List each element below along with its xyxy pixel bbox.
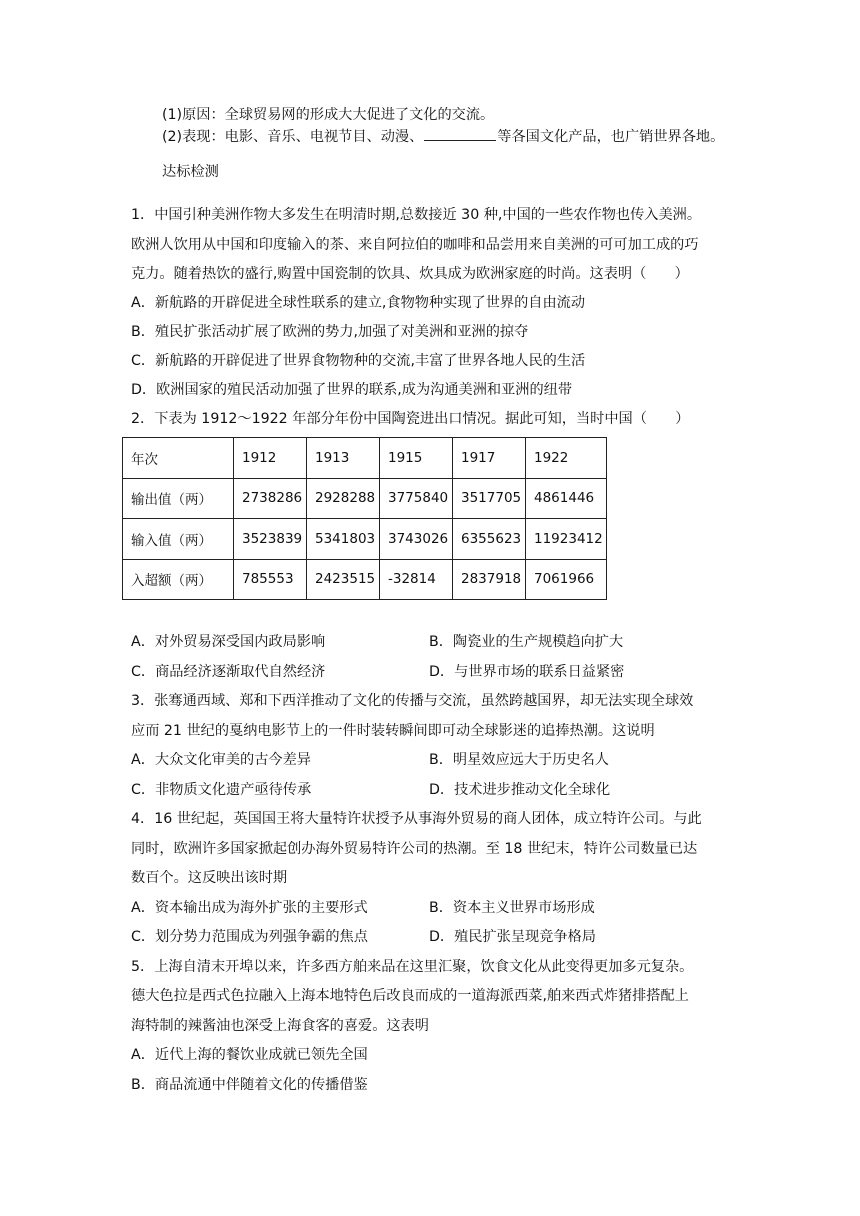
q5-stem-line-1: 5．上海自清末开埠以来，许多西方舶来品在这里汇聚，饮食文化从此变得更加多元复杂。 (131, 959, 694, 975)
q2-option-a: A．对外贸易深受国内政局影响 (131, 634, 326, 650)
q1-option-a: A．新航路的开辟促进全球性联系的建立,食物物种实现了世界的自由流动 (131, 295, 586, 311)
q5-stem-line-3: 海特制的辣酱油也深受上海食客的喜爱。这表明 (131, 1018, 429, 1034)
q1-stem-line-3: 克力。随着热饮的盛行,购置中国瓷制的饮具、炊具成为欧洲家庭的时尚。这表明（ ） (131, 266, 689, 282)
table-cell: 2738286 (234, 478, 307, 519)
q2-option-d: D．与世界市场的联系日益紧密 (429, 664, 625, 680)
table-cell: 2928288 (307, 478, 380, 519)
table-cell: 3743026 (380, 519, 453, 560)
table-cell: 1912 (234, 438, 307, 479)
table-cell: 输出值（两） (123, 478, 234, 519)
q3-option-b: B．明星效应远大于历史名人 (429, 752, 609, 768)
ceramics-trade-table (122, 437, 607, 600)
intro-reason: (1)原因：全球贸易网的形成大大促进了文化的交流。 (162, 107, 495, 123)
q1-option-c: C．新航路的开辟促进了世界食物物种的交流,丰富了世界各地人民的生活 (131, 353, 586, 369)
table-row (123, 478, 607, 519)
q2-option-b: B．陶瓷业的生产规模趋向扩大 (429, 634, 624, 650)
q3-option-d: D．技术进步推动文化全球化 (429, 782, 611, 798)
q4-option-d: D．殖民扩张呈现竞争格局 (429, 929, 596, 945)
q4-option-b: B．资本主义世界市场形成 (429, 900, 595, 916)
q3-option-a: A．大众文化审美的古今差异 (131, 752, 311, 768)
table-cell: 5341803 (307, 519, 380, 560)
table-cell: 2837918 (453, 559, 526, 600)
table-cell: 3775840 (380, 478, 453, 519)
table-cell: 2423515 (307, 559, 380, 600)
q2-stem: 2．下表为 1912～1922 年部分年份中国陶瓷进出口情况。据此可知，当时中国（ ） (131, 411, 690, 427)
q3-stem-line-1: 3．张骞通西域、郑和下西洋推动了文化的传播与交流，虽然跨越国界，却无法实现全球效 (131, 693, 694, 709)
q5-option-b: B．商品流通中伴随着文化的传播借鉴 (131, 1077, 368, 1093)
table-cell: 1913 (307, 438, 380, 479)
table-cell: 年次 (123, 438, 234, 479)
table-cell: -32814 (380, 559, 453, 600)
table-cell: 6355623 (453, 519, 526, 560)
q3-stem-line-2: 应而 21 世纪的戛纳电影节上的一件时装转瞬间即可动全球影迷的追捧热潮。这说明 (131, 723, 655, 739)
table-cell: 11923412 (526, 519, 607, 560)
table-cell: 1922 (526, 438, 607, 479)
table-cell: 1917 (453, 438, 526, 479)
table-cell: 3523839 (234, 519, 307, 560)
q4-option-a: A．资本输出成为海外扩张的主要形式 (131, 900, 368, 916)
table-cell: 入超额（两） (123, 559, 234, 600)
intro-performance-text: (2)表现：电影、音乐、电视节目、动漫、 (162, 129, 424, 145)
table-cell: 3517705 (453, 478, 526, 519)
q5-stem-line-2: 德大色拉是西式色拉融入上海本地特色后改良而成的一道海派西菜,舶来西式炸猪排搭配上 (131, 988, 689, 1004)
q5-option-a: A．近代上海的餐饮业成就已领先全国 (131, 1047, 368, 1063)
q4-stem-line-3: 数百个。这反映出该时期 (131, 870, 288, 886)
q4-stem-line-2: 同时，欧洲许多国家掀起创办海外贸易特许公司的热潮。至 18 世纪末，特许公司数量已达 (131, 841, 698, 857)
q4-option-c: C．划分势力范围成为列强争霸的焦点 (131, 929, 368, 945)
q1-stem-line-1: 1．中国引种美洲作物大多发生在明清时期,总数接近 30 种,中国的一些农作物也传入美洲。 (131, 207, 702, 223)
q3-option-c: C．非物质文化遗产亟待传承 (131, 782, 312, 798)
q2-option-c: C．商品经济逐渐取代自然经济 (131, 664, 326, 680)
table-cell: 7061966 (526, 559, 607, 600)
table-cell: 4861446 (526, 478, 607, 519)
q1-option-b: B．殖民扩张活动扩展了欧洲的势力,加强了对美洲和亚洲的掠夺 (131, 324, 529, 340)
fill-in-blank (424, 126, 496, 141)
table-header-row (123, 438, 607, 479)
q1-stem-line-2: 欧洲人饮用从中国和印度输入的茶、来自阿拉伯的咖啡和品尝用来自美洲的可可加工成的巧 (131, 237, 699, 253)
table-row (123, 559, 607, 600)
q4-stem-line-1: 4．16 世纪起，英国国王将大量特许状授予从事海外贸易的商人团体，成立特许公司。与此 (131, 811, 702, 827)
table-cell: 输入值（两） (123, 519, 234, 560)
section-title: 达标检测 (162, 164, 219, 180)
table-row (123, 519, 607, 560)
q1-option-d: D．欧洲国家的殖民活动加强了世界的联系,成为沟通美洲和亚洲的纽带 (131, 382, 573, 398)
table-cell: 1915 (380, 438, 453, 479)
intro-performance (162, 126, 724, 147)
table-cell: 785553 (234, 559, 307, 600)
intro-performance-tail: 等各国文化产品，也广销世界各地。 (497, 129, 725, 145)
